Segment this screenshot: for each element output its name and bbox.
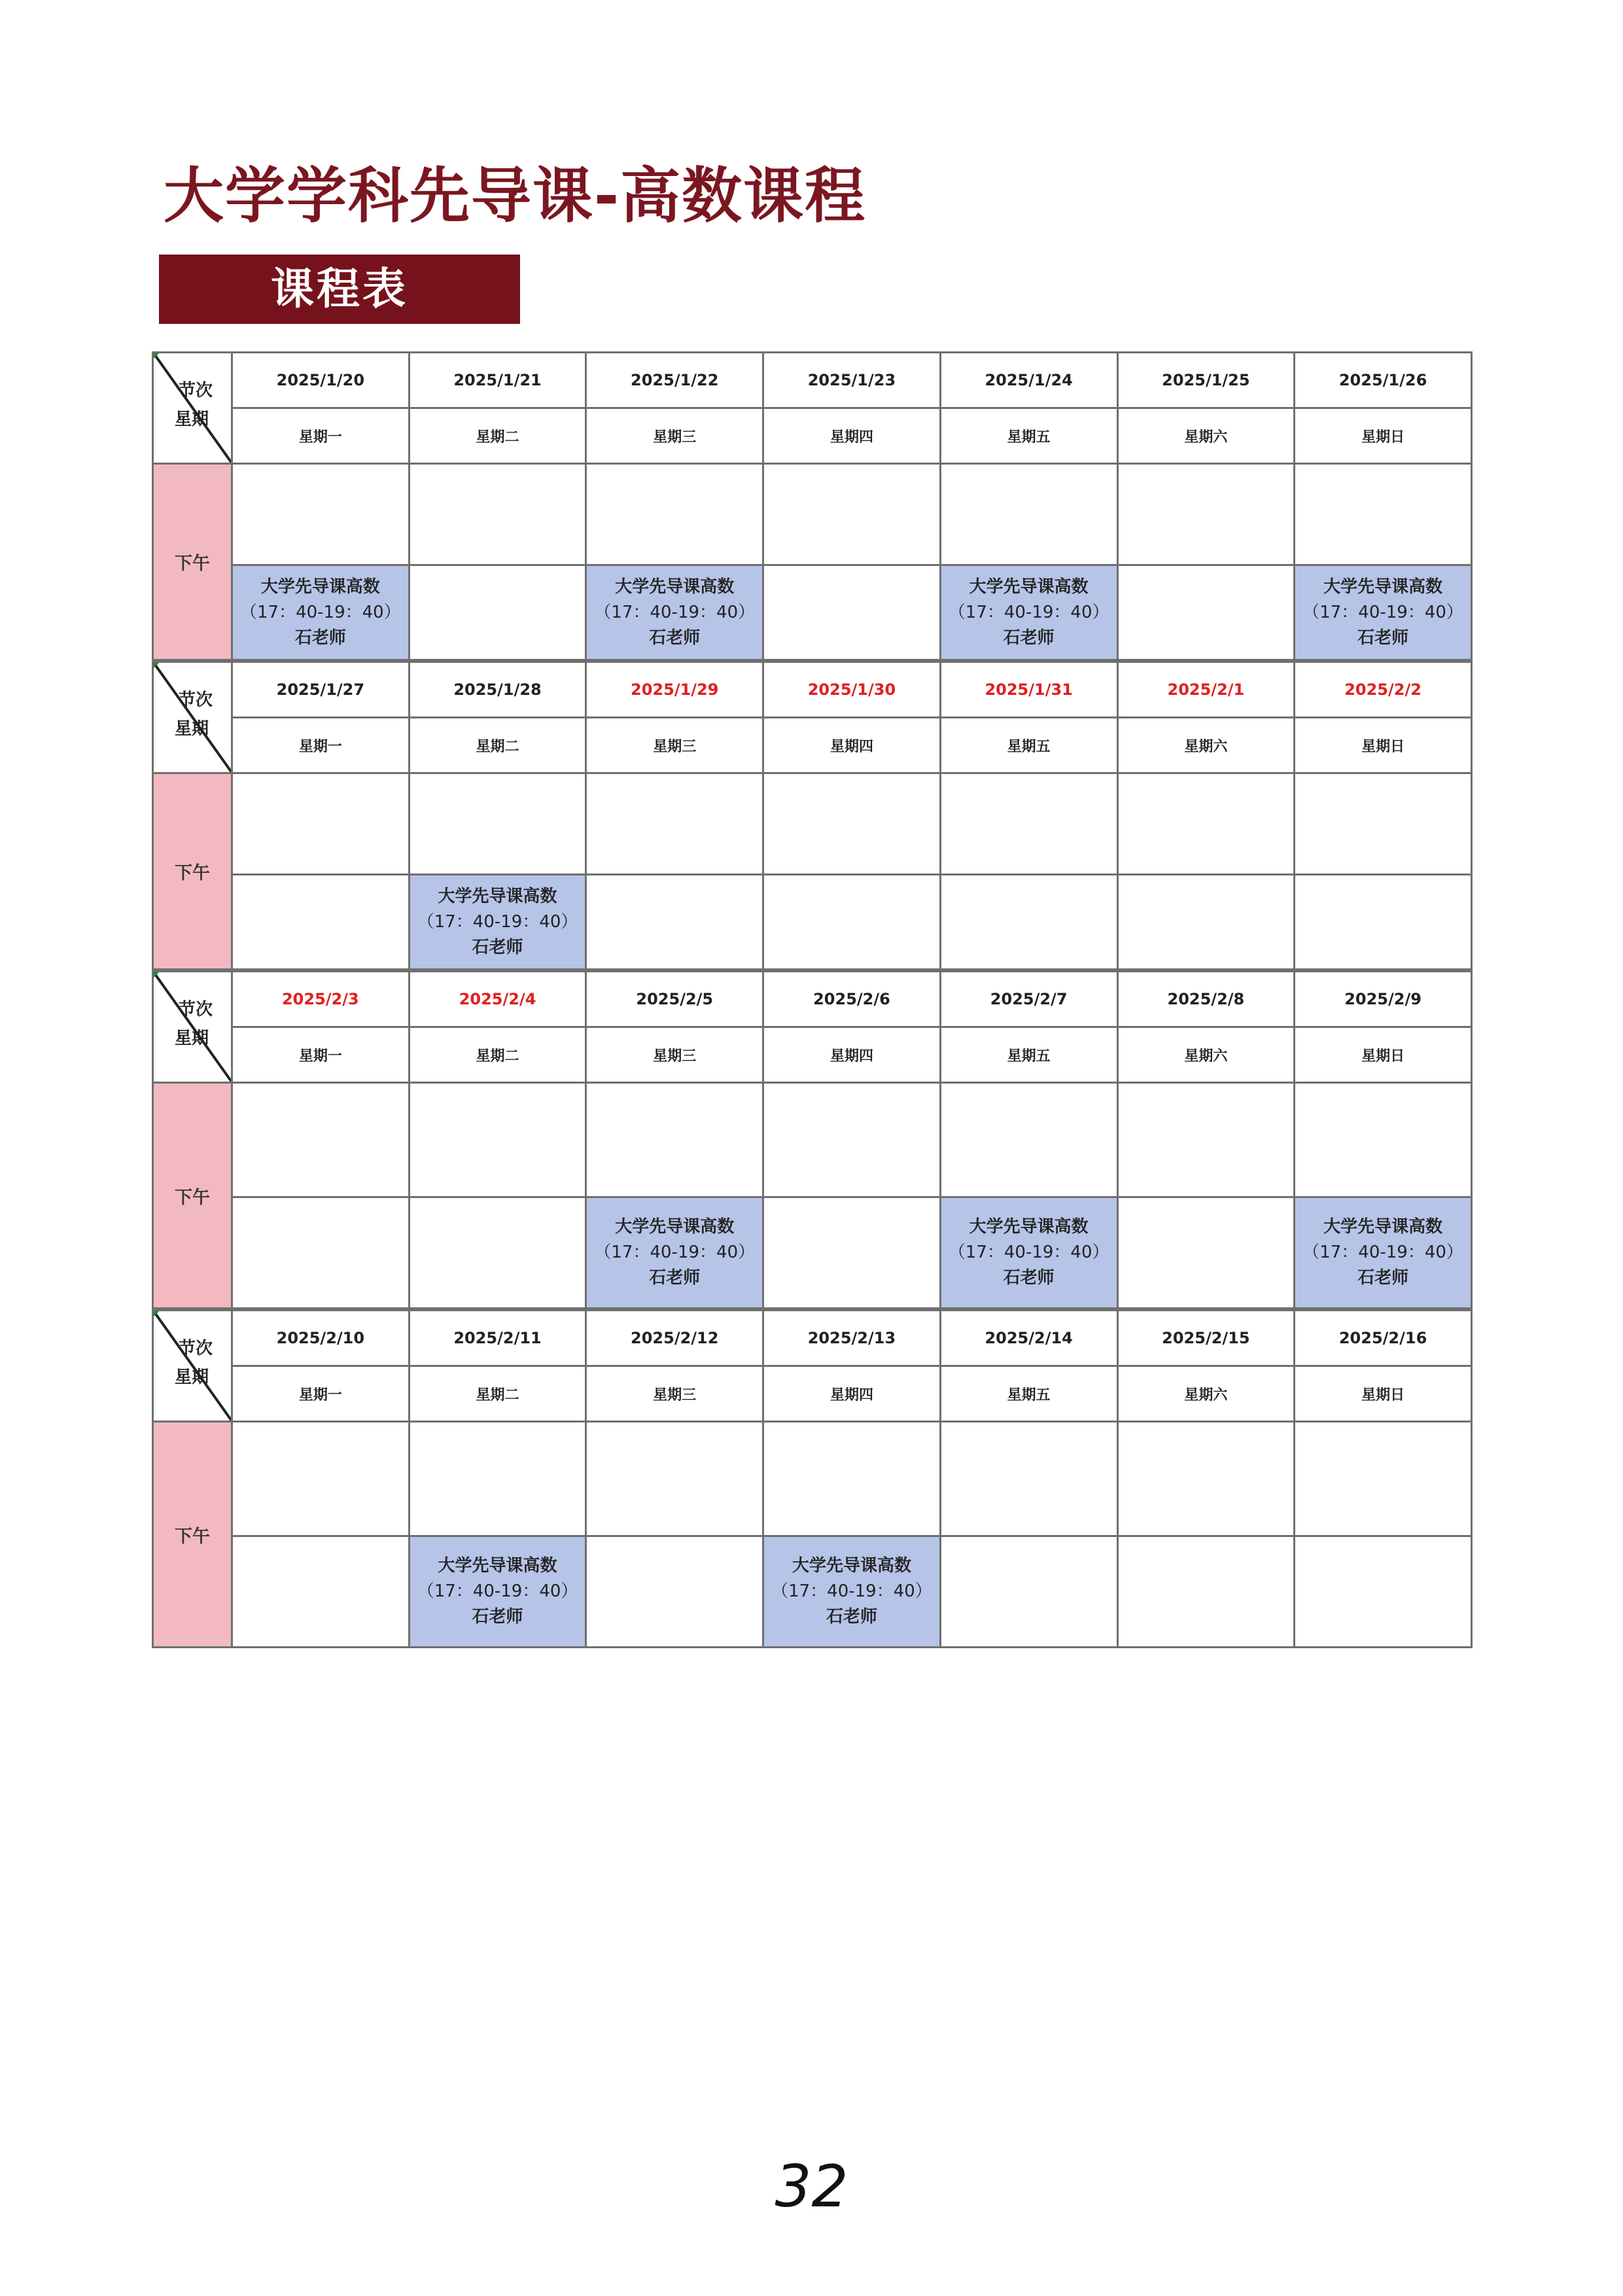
schedule-table xyxy=(152,970,1473,1309)
empty-slot xyxy=(763,875,941,970)
empty-slot xyxy=(1117,565,1295,660)
week-table xyxy=(152,970,1471,1309)
empty-slot xyxy=(409,1422,586,1536)
corner-label-bottom: 星期 xyxy=(175,1029,209,1048)
subtitle-banner xyxy=(159,255,520,324)
course-name: 大学先导课高数 xyxy=(1323,576,1443,597)
weekday-cell: 星期四 xyxy=(763,1366,941,1422)
afternoon-upper-row xyxy=(153,1083,1472,1197)
afternoon-label: 下午 xyxy=(153,1083,232,1309)
date-cell: 2025/1/29 xyxy=(586,662,763,718)
course-teacher: 石老师 xyxy=(649,627,701,648)
weekday-cell: 星期二 xyxy=(409,1366,586,1422)
empty-slot xyxy=(409,773,586,875)
weekday-cell: 星期日 xyxy=(1295,1027,1472,1083)
course-cell xyxy=(940,565,1117,660)
corner-header xyxy=(153,353,232,464)
date-cell: 2025/1/30 xyxy=(763,662,941,718)
empty-slot xyxy=(940,875,1117,970)
empty-slot xyxy=(1117,875,1295,970)
weekday-cell: 星期三 xyxy=(586,1027,763,1083)
corner-label-top: 节次 xyxy=(179,1339,213,1358)
empty-slot xyxy=(232,875,410,970)
weekday-cell: 星期五 xyxy=(940,718,1117,773)
afternoon-label: 下午 xyxy=(153,464,232,660)
week-table xyxy=(152,351,1471,661)
afternoon-class-row xyxy=(153,1197,1472,1309)
afternoon-upper-row xyxy=(153,773,1472,875)
date-cell: 2025/1/25 xyxy=(1117,353,1295,408)
empty-slot xyxy=(763,773,941,875)
corner-marker xyxy=(154,663,159,668)
date-row xyxy=(153,1311,1472,1366)
schedule-tables xyxy=(152,351,1471,1648)
afternoon-class-row xyxy=(153,1536,1472,1648)
date-cell: 2025/1/23 xyxy=(763,353,941,408)
week-table xyxy=(152,661,1471,970)
empty-slot xyxy=(1117,1197,1295,1309)
course-time: （17：40-19：40） xyxy=(948,602,1109,622)
course-teacher: 石老师 xyxy=(1003,627,1055,648)
date-cell: 2025/2/12 xyxy=(586,1311,763,1366)
course-cell xyxy=(763,1536,941,1648)
course-teacher: 石老师 xyxy=(826,1607,877,1627)
date-cell: 2025/2/2 xyxy=(1295,662,1472,718)
empty-slot xyxy=(232,1083,410,1197)
empty-slot xyxy=(409,1197,586,1309)
date-cell: 2025/2/3 xyxy=(232,972,410,1027)
date-cell: 2025/2/11 xyxy=(409,1311,586,1366)
course-cell xyxy=(1295,1197,1472,1309)
corner-marker xyxy=(154,353,159,359)
empty-slot xyxy=(232,464,410,565)
corner-label-top: 节次 xyxy=(179,1000,213,1019)
date-cell: 2025/2/16 xyxy=(1295,1311,1472,1366)
course-name: 大学先导课高数 xyxy=(792,1556,911,1576)
weekday-cell: 星期二 xyxy=(409,1027,586,1083)
corner-label-bottom: 星期 xyxy=(175,719,209,739)
course-teacher: 石老师 xyxy=(294,627,346,648)
empty-slot xyxy=(586,773,763,875)
course-teacher: 石老师 xyxy=(1357,1268,1409,1288)
corner-marker xyxy=(154,972,159,978)
corner-header xyxy=(153,662,232,773)
date-cell: 2025/1/21 xyxy=(409,353,586,408)
date-row xyxy=(153,353,1472,408)
date-cell: 2025/1/31 xyxy=(940,662,1117,718)
empty-slot xyxy=(763,1197,941,1309)
course-name: 大学先导课高数 xyxy=(969,1217,1089,1237)
empty-slot xyxy=(409,464,586,565)
week-table xyxy=(152,1309,1471,1648)
afternoon-class-row xyxy=(153,565,1472,660)
course-time: （17：40-19：40） xyxy=(417,911,578,932)
empty-slot xyxy=(586,464,763,565)
empty-slot xyxy=(409,565,586,660)
empty-slot xyxy=(232,1197,410,1309)
course-cell xyxy=(1295,565,1472,660)
page-number: 32 xyxy=(775,2153,848,2220)
course-time: （17：40-19：40） xyxy=(1302,602,1463,622)
date-cell: 2025/1/24 xyxy=(940,353,1117,408)
weekday-cell: 星期五 xyxy=(940,408,1117,464)
weekday-cell: 星期六 xyxy=(1117,408,1295,464)
page-title: 大学学科先导课-高数课程 xyxy=(164,161,867,231)
afternoon-class-row xyxy=(153,875,1472,970)
empty-slot xyxy=(763,1083,941,1197)
course-cell xyxy=(232,565,410,660)
course-cell xyxy=(586,1197,763,1309)
corner-header xyxy=(153,972,232,1083)
course-name: 大学先导课高数 xyxy=(615,576,735,597)
weekday-row xyxy=(153,1027,1472,1083)
weekday-cell: 星期六 xyxy=(1117,1366,1295,1422)
corner-marker xyxy=(154,1311,159,1316)
empty-slot xyxy=(763,1422,941,1536)
weekday-cell: 星期六 xyxy=(1117,718,1295,773)
date-row xyxy=(153,662,1472,718)
empty-slot xyxy=(763,464,941,565)
course-name: 大学先导课高数 xyxy=(438,1556,557,1576)
empty-slot xyxy=(940,1083,1117,1197)
empty-slot xyxy=(1295,1536,1472,1648)
empty-slot xyxy=(940,1536,1117,1648)
empty-slot xyxy=(940,1422,1117,1536)
empty-slot xyxy=(1295,1083,1472,1197)
date-cell: 2025/1/20 xyxy=(232,353,410,408)
course-name: 大学先导课高数 xyxy=(615,1217,735,1237)
course-cell xyxy=(409,875,586,970)
empty-slot xyxy=(586,1083,763,1197)
course-time: （17：40-19：40） xyxy=(594,1243,756,1262)
date-cell: 2025/2/14 xyxy=(940,1311,1117,1366)
course-cell xyxy=(409,1536,586,1648)
weekday-cell: 星期六 xyxy=(1117,1027,1295,1083)
empty-slot xyxy=(586,1422,763,1536)
course-cell xyxy=(586,565,763,660)
afternoon-label: 下午 xyxy=(153,773,232,970)
empty-slot xyxy=(1295,773,1472,875)
empty-slot xyxy=(763,565,941,660)
course-cell xyxy=(940,1197,1117,1309)
course-name: 大学先导课高数 xyxy=(1323,1217,1443,1237)
course-teacher: 石老师 xyxy=(1003,1268,1055,1288)
date-cell: 2025/2/15 xyxy=(1117,1311,1295,1366)
schedule-table xyxy=(152,661,1473,970)
afternoon-upper-row xyxy=(153,464,1472,565)
empty-slot xyxy=(586,875,763,970)
weekday-cell: 星期一 xyxy=(232,718,410,773)
course-time: （17：40-19：40） xyxy=(239,602,401,622)
date-cell: 2025/1/22 xyxy=(586,353,763,408)
weekday-cell: 星期二 xyxy=(409,718,586,773)
weekday-cell: 星期三 xyxy=(586,718,763,773)
empty-slot xyxy=(1117,1083,1295,1197)
course-name: 大学先导课高数 xyxy=(969,576,1089,597)
empty-slot xyxy=(409,1083,586,1197)
date-cell: 2025/2/1 xyxy=(1117,662,1295,718)
date-cell: 2025/2/8 xyxy=(1117,972,1295,1027)
weekday-cell: 星期日 xyxy=(1295,408,1472,464)
date-cell: 2025/1/26 xyxy=(1295,353,1472,408)
course-teacher: 石老师 xyxy=(472,937,523,957)
date-cell: 2025/2/9 xyxy=(1295,972,1472,1027)
subtitle: 课程表 xyxy=(271,264,408,314)
course-teacher: 石老师 xyxy=(472,1607,523,1627)
weekday-cell: 星期一 xyxy=(232,408,410,464)
date-cell: 2025/2/7 xyxy=(940,972,1117,1027)
empty-slot xyxy=(586,1536,763,1648)
empty-slot xyxy=(232,1536,410,1648)
weekday-cell: 星期五 xyxy=(940,1027,1117,1083)
corner-label-top: 节次 xyxy=(179,381,213,400)
course-name: 大学先导课高数 xyxy=(260,576,380,597)
course-time: （17：40-19：40） xyxy=(771,1581,932,1601)
weekday-cell: 星期一 xyxy=(232,1366,410,1422)
corner-label-bottom: 星期 xyxy=(175,1368,209,1387)
empty-slot xyxy=(232,1422,410,1536)
empty-slot xyxy=(1117,1422,1295,1536)
weekday-cell: 星期日 xyxy=(1295,718,1472,773)
afternoon-label: 下午 xyxy=(153,1422,232,1648)
weekday-cell: 星期一 xyxy=(232,1027,410,1083)
corner-label-bottom: 星期 xyxy=(175,410,209,429)
weekday-row xyxy=(153,408,1472,464)
empty-slot xyxy=(1117,1536,1295,1648)
weekday-cell: 星期四 xyxy=(763,718,941,773)
empty-slot xyxy=(940,464,1117,565)
empty-slot xyxy=(1117,464,1295,565)
date-cell: 2025/2/6 xyxy=(763,972,941,1027)
corner-label-top: 节次 xyxy=(179,690,213,710)
weekday-cell: 星期二 xyxy=(409,408,586,464)
weekday-cell: 星期四 xyxy=(763,408,941,464)
course-teacher: 石老师 xyxy=(1357,627,1409,648)
date-cell: 2025/1/28 xyxy=(409,662,586,718)
schedule-table xyxy=(152,1309,1473,1648)
weekday-cell: 星期日 xyxy=(1295,1366,1472,1422)
empty-slot xyxy=(1295,1422,1472,1536)
course-teacher: 石老师 xyxy=(649,1268,701,1288)
date-cell: 2025/2/13 xyxy=(763,1311,941,1366)
weekday-cell: 星期三 xyxy=(586,408,763,464)
date-cell: 2025/2/5 xyxy=(586,972,763,1027)
weekday-cell: 星期四 xyxy=(763,1027,941,1083)
afternoon-upper-row xyxy=(153,1422,1472,1536)
date-row xyxy=(153,972,1472,1027)
weekday-row xyxy=(153,1366,1472,1422)
empty-slot xyxy=(1295,464,1472,565)
schedule-table xyxy=(152,351,1473,661)
weekday-cell: 星期五 xyxy=(940,1366,1117,1422)
course-time: （17：40-19：40） xyxy=(417,1581,578,1601)
weekday-row xyxy=(153,718,1472,773)
corner-header xyxy=(153,1311,232,1422)
empty-slot xyxy=(232,773,410,875)
date-cell: 2025/2/10 xyxy=(232,1311,410,1366)
date-cell: 2025/2/4 xyxy=(409,972,586,1027)
course-time: （17：40-19：40） xyxy=(594,602,756,622)
date-cell: 2025/1/27 xyxy=(232,662,410,718)
course-name: 大学先导课高数 xyxy=(438,886,557,906)
empty-slot xyxy=(1295,875,1472,970)
course-time: （17：40-19：40） xyxy=(1302,1243,1463,1262)
weekday-cell: 星期三 xyxy=(586,1366,763,1422)
empty-slot xyxy=(1117,773,1295,875)
course-time: （17：40-19：40） xyxy=(948,1243,1109,1262)
empty-slot xyxy=(940,773,1117,875)
